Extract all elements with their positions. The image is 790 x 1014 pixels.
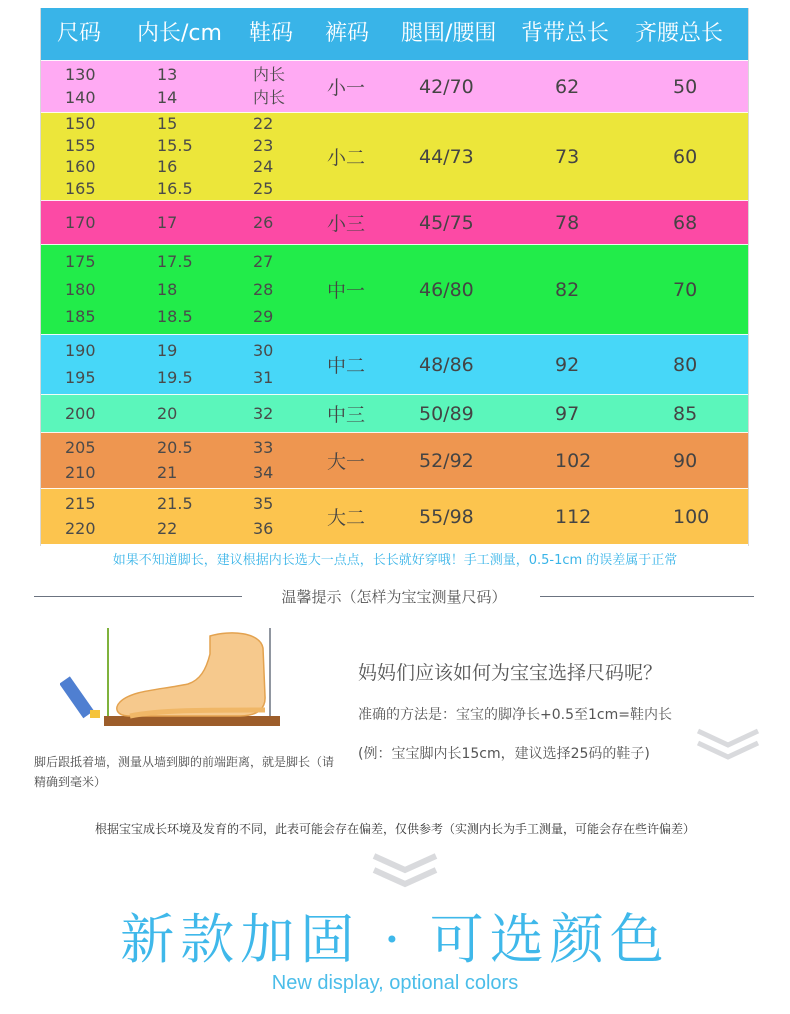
cell-size [65,245,96,334]
cell-size-value: 220 [65,519,96,538]
cell-size-value: 180 [65,279,96,299]
cell-shoe-size [253,489,273,544]
cell-inner-length-value: 18 [157,279,178,299]
cell-size-value: 150 [65,114,96,134]
cell-size-value: 205 [65,438,96,457]
cell-strap-length: 102 [555,449,592,472]
cell-shoe-size [253,61,285,112]
table-row [41,200,748,244]
cell-strap-length: 78 [555,211,580,234]
cell-shoe-size [253,245,273,334]
cell-inner-length-value: 14 [157,88,178,108]
cell-shoe-size-value: 31 [253,367,274,387]
cell-size-value: 210 [65,463,96,482]
cell-waist-length: 50 [673,75,698,98]
cell-shoe-size-value: 内长 [253,64,286,84]
cell-pants-size: 大二 [327,507,366,529]
disclaimer: 根据宝宝成长环境及发育的不同，此表可能会存在偏差，仅供参考（实测内长为手工测量，可能会存在些许偏差） [94,822,695,836]
cell-size-value: 170 [65,212,96,232]
cell-size [65,433,96,488]
cell-shoe-size-value: 29 [253,306,274,326]
cell-size [65,113,96,200]
cell-inner-length-value: 17.5 [157,252,193,272]
cell-shoe-size-value: 35 [253,494,274,513]
cell-inner-length [157,113,193,200]
cell-shoe-size [253,113,273,200]
cell-shoe-size-value: 26 [253,212,274,232]
cell-inner-length-value: 21 [157,463,178,482]
cell-pants-size: 中二 [327,355,366,377]
cell-size-value: 175 [65,252,96,272]
cell-shoe-size-value: 28 [253,279,274,299]
cell-strap-length: 112 [555,505,592,528]
banner-subtitle: New display, optional colors [271,972,519,994]
cell-waist-length: 68 [673,211,698,234]
cell-inner-length-value: 21.5 [157,494,193,513]
measurement-note: 如果不知道脚长，建议根据内长选大一点点，长长就好穿哦！手工测量，0.5-1cm 的误差属于正常 [112,553,678,568]
cell-shoe-size-value: 33 [253,438,274,457]
cell-inner-length-value: 19 [157,341,178,361]
cell-inner-length [157,335,193,394]
cell-size-value: 155 [65,135,96,155]
cell-inner-length-value: 19.5 [157,367,193,387]
cell-leg-waist: 52/92 [419,449,474,472]
cell-leg-waist: 48/86 [419,353,474,376]
cell-inner-length [157,489,193,544]
cell-shoe-size-value: 27 [253,252,274,272]
cell-pants-size: 小三 [327,213,366,235]
cell-inner-length-value: 15.5 [157,135,193,155]
tip-divider [34,584,754,608]
cell-waist-length: 80 [673,353,698,376]
foot-measure-icon [60,624,300,744]
cell-inner-length [157,245,193,334]
cell-pants-size: 小二 [327,147,366,169]
cell-size-value: 140 [65,88,96,108]
cell-inner-length-value: 16.5 [157,178,193,198]
chevron-down-icon [372,852,438,896]
cell-size [65,489,96,544]
cell-inner-length-value: 20.5 [157,438,193,457]
cell-inner-length-value: 13 [157,64,178,84]
table-row [41,334,748,394]
cell-size-value: 200 [65,403,96,423]
header-pants-size: 裤码 [325,21,370,46]
cell-shoe-size-value: 34 [253,463,274,482]
cell-size-value: 160 [65,157,96,177]
size-table [40,8,749,546]
cell-shoe-size-value: 32 [253,403,274,423]
cell-inner-length-value: 15 [157,114,178,134]
cell-size [65,395,96,432]
cell-waist-length: 100 [673,505,710,528]
cell-size [65,335,96,394]
cell-shoe-size [253,433,273,488]
cell-shoe-size [253,201,273,244]
table-row [41,60,748,112]
table-row [41,112,748,200]
foot-caption: 脚后跟抵着墙，测量从墙到脚的前端距离，就是脚长（请精确到毫米） [34,755,335,789]
cell-waist-length: 90 [673,449,698,472]
cell-inner-length [157,61,177,112]
cell-size-value: 195 [65,367,96,387]
cell-strap-length: 62 [555,75,580,98]
cell-size-value: 190 [65,341,96,361]
header-inner-length: 内长/cm [137,21,222,46]
measure-method: 准确的方法是：宝宝的脚净长+0.5至1cm=鞋内长 [358,707,672,723]
cell-leg-waist: 45/75 [419,211,474,234]
cell-shoe-size-value: 23 [253,135,274,155]
cell-leg-waist: 46/80 [419,278,474,301]
table-header [41,8,748,60]
measure-example: (例：宝宝脚内长15cm，建议选择25码的鞋子) [358,746,650,762]
cell-pants-size: 大一 [327,451,366,473]
cell-inner-length [157,433,193,488]
cell-strap-length: 82 [555,278,580,301]
cell-inner-length-value: 22 [157,519,178,538]
header-waist-length: 齐腰总长 [635,21,724,46]
cell-leg-waist: 50/89 [419,402,474,425]
cell-shoe-size-value: 内长 [253,88,286,108]
cell-leg-waist: 42/70 [419,75,474,98]
table-row [41,488,748,544]
cell-shoe-size-value: 25 [253,178,274,198]
header-shoe-size: 鞋码 [249,21,294,46]
cell-shoe-size [253,335,273,394]
cell-waist-length: 60 [673,145,698,168]
cell-pants-size: 中一 [327,280,366,302]
table-row [41,394,748,432]
cell-inner-length-value: 18.5 [157,306,193,326]
size-question: 妈妈们应该如何为宝宝选择尺码呢？ [358,662,663,684]
table-row [41,244,748,334]
cell-strap-length: 97 [555,402,580,425]
table-row [41,432,748,488]
cell-strap-length: 73 [555,145,580,168]
header-strap-length: 背带总长 [521,21,610,46]
header-leg-waist: 腿围/腰围 [401,21,497,46]
cell-shoe-size-value: 36 [253,519,274,538]
cell-size-value: 130 [65,64,96,84]
cell-leg-waist: 44/73 [419,145,474,168]
cell-shoe-size [253,395,273,432]
cell-waist-length: 85 [673,402,698,425]
cell-strap-length: 92 [555,353,580,376]
cell-inner-length [157,395,177,432]
cell-shoe-size-value: 30 [253,341,274,361]
cell-inner-length [157,201,177,244]
header-size: 尺码 [57,21,102,46]
cell-pants-size: 中三 [327,404,366,426]
cell-size-value: 185 [65,306,96,326]
cell-size [65,201,96,244]
cell-inner-length-value: 20 [157,403,178,423]
cell-pants-size: 小一 [327,77,366,99]
cell-shoe-size-value: 22 [253,114,274,134]
banner-title: 新款加固 · 可选颜色 [120,908,670,971]
cell-leg-waist: 55/98 [419,505,474,528]
tip-title: 温馨提示（怎样为宝宝测量尺码） [281,588,507,606]
cell-waist-length: 70 [673,278,698,301]
cell-size-value: 165 [65,178,96,198]
cell-size-value: 215 [65,494,96,513]
cell-shoe-size-value: 24 [253,157,274,177]
ruler-icon [60,676,100,718]
cell-inner-length-value: 17 [157,212,178,232]
cell-inner-length-value: 16 [157,157,178,177]
chevron-down-icon [696,727,760,767]
cell-size [65,61,96,112]
